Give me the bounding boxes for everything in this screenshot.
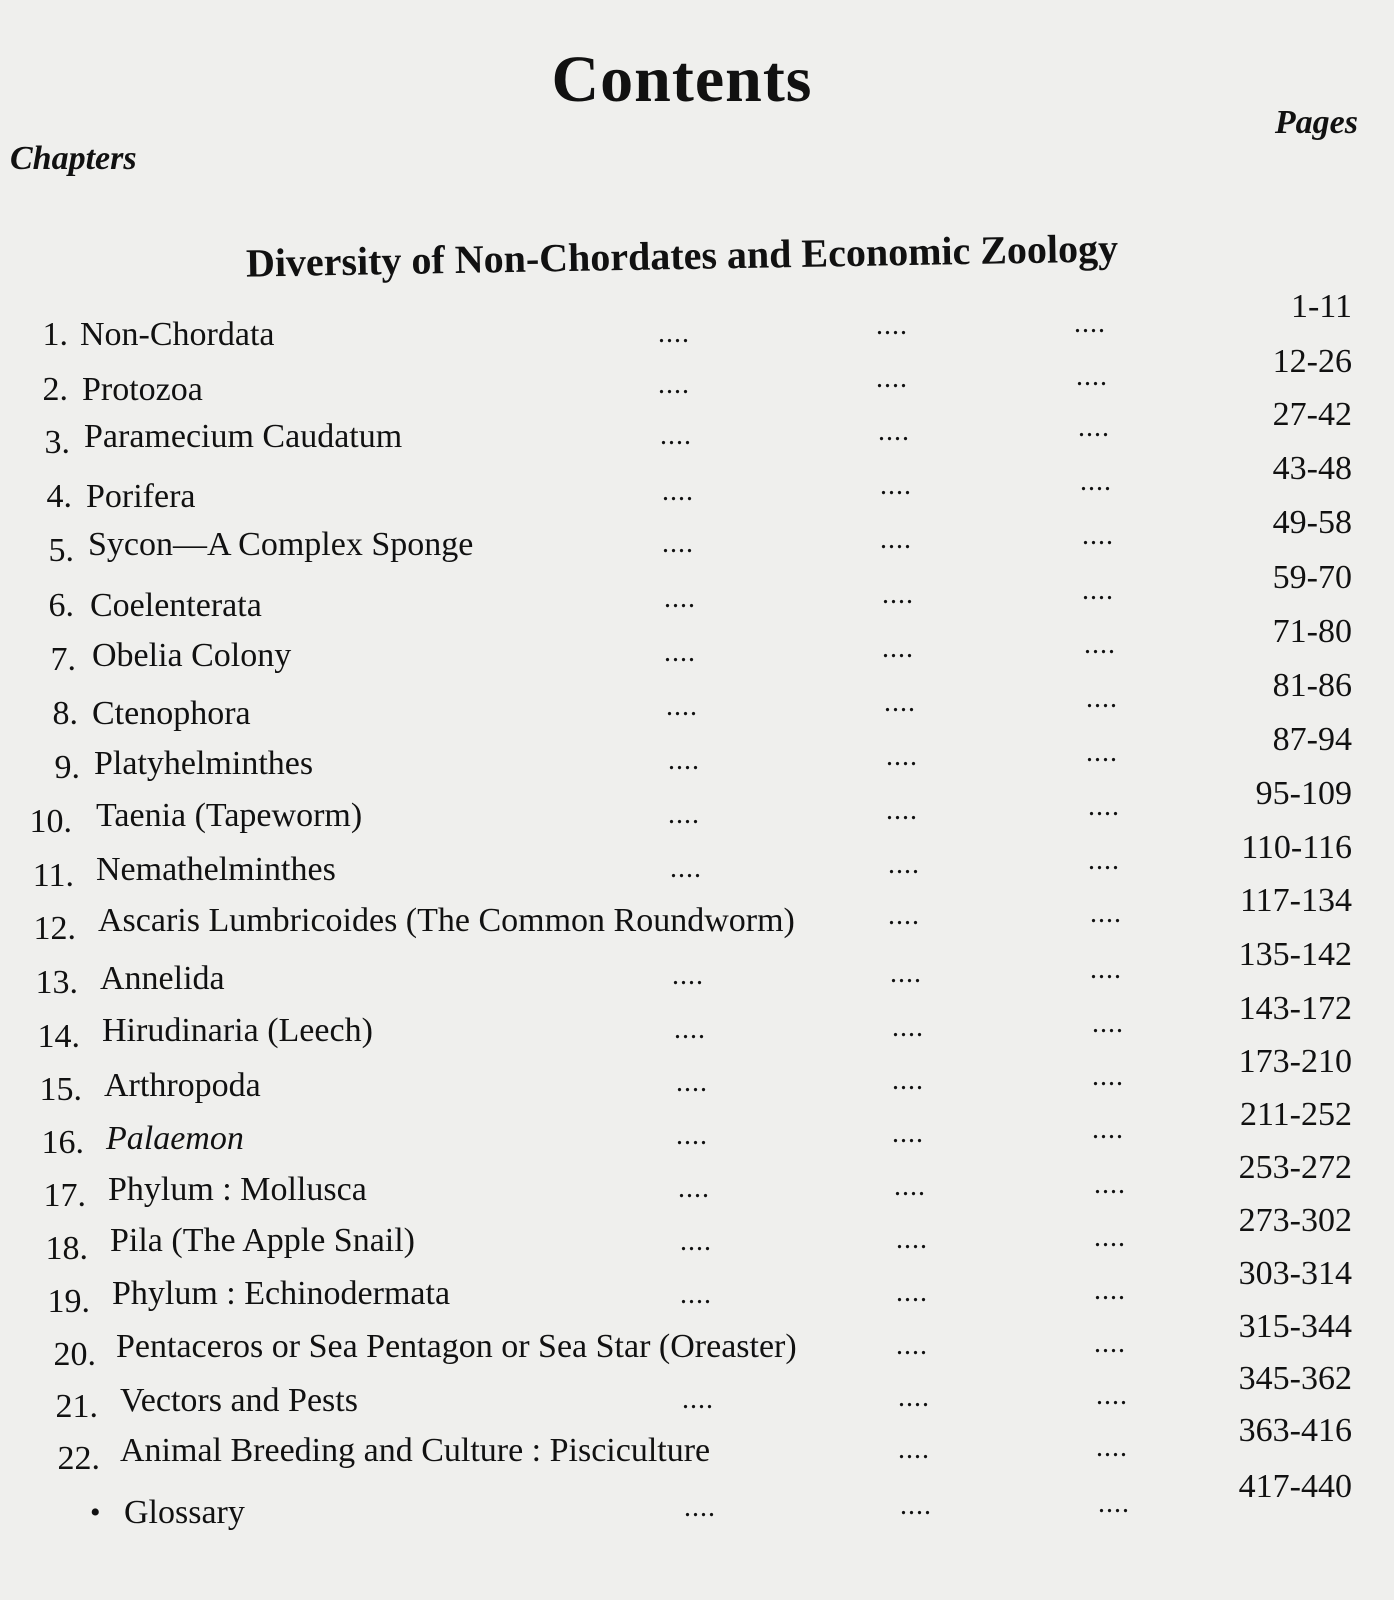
chapters-column-header: Chapters [10, 140, 137, 177]
entry-title: Phylum : Mollusca [108, 1171, 367, 1208]
toc-entry[interactable] [0, 1202, 1394, 1278]
entry-title: Sycon—A Complex Sponge [88, 526, 474, 563]
entry-title: Vectors and Pests [120, 1382, 358, 1419]
toc-entry[interactable] [0, 559, 1394, 635]
entry-pages: 117-134 [1239, 882, 1352, 919]
leader-dots: .... [898, 1434, 930, 1465]
leader-dots: .... [1092, 1114, 1124, 1145]
leader-dots: .... [886, 795, 918, 826]
entry-title: Palaemon [106, 1120, 244, 1157]
leader-dots: .... [680, 1226, 712, 1257]
toc-entry[interactable] [0, 936, 1394, 1012]
entry-number: 17. [43, 1177, 86, 1214]
leader-dots: .... [880, 524, 912, 555]
leader-dots: .... [1094, 1169, 1126, 1200]
leader-dots: .... [668, 799, 700, 830]
leader-dots: .... [1078, 412, 1110, 443]
entry-pages: 417-440 [1238, 1468, 1352, 1505]
leader-dots: .... [892, 1065, 924, 1096]
toc-entry[interactable] [0, 1255, 1394, 1331]
entry-title: Glossary [124, 1494, 245, 1531]
bullet-marker: • [90, 1496, 101, 1529]
entry-pages: 87-94 [1272, 721, 1352, 758]
leader-dots: .... [1094, 1275, 1126, 1306]
entry-title: Annelida [100, 960, 225, 997]
leader-dots: .... [1094, 1222, 1126, 1253]
entry-pages: 49-58 [1272, 504, 1352, 541]
entry-number: 20. [53, 1336, 96, 1373]
entry-number: 3. [44, 424, 70, 461]
entry-number: 6. [48, 587, 74, 624]
entry-pages: 81-86 [1272, 667, 1352, 704]
leader-dots: .... [1098, 1488, 1130, 1519]
toc-entry[interactable] [0, 667, 1394, 743]
toc-entry[interactable] [0, 1360, 1394, 1436]
section-title: Diversity of Non-Chordates and Economic Zoology [245, 225, 1119, 286]
leader-dots: .... [670, 853, 702, 884]
toc-entry[interactable] [0, 613, 1394, 689]
entry-pages: 143-172 [1238, 990, 1352, 1027]
leader-dots: .... [1094, 1328, 1126, 1359]
entry-number: 15. [39, 1071, 82, 1108]
leader-dots: .... [682, 1384, 714, 1415]
entry-pages: 43-48 [1272, 450, 1352, 487]
entry-pages: 12-26 [1272, 343, 1352, 380]
entry-title: Phylum : Echinodermata [112, 1275, 451, 1312]
entry-pages: 363-416 [1238, 1412, 1352, 1449]
toc-entry[interactable] [0, 775, 1394, 851]
leader-dots: .... [888, 900, 920, 931]
leader-dots: .... [892, 1118, 924, 1149]
leader-dots: .... [676, 1067, 708, 1098]
leader-dots: .... [1084, 629, 1116, 660]
entry-title: Taenia (Tapeworm) [96, 797, 363, 834]
leader-dots: .... [1092, 1008, 1124, 1039]
entry-number: 4. [46, 478, 72, 515]
entry-title: Platyhelminthes [94, 745, 314, 782]
leader-dots: .... [658, 318, 690, 349]
toc-entry[interactable] [0, 1096, 1394, 1172]
leader-dots: .... [882, 633, 914, 664]
toc-entry[interactable] [0, 450, 1394, 526]
toc-entry[interactable] [0, 1043, 1394, 1119]
leader-dots: .... [1086, 683, 1118, 714]
leader-dots: .... [678, 1173, 710, 1204]
toc-entry[interactable] [0, 504, 1394, 580]
entry-title: Hirudinaria (Leech) [102, 1012, 373, 1049]
toc-entry[interactable] [0, 396, 1394, 472]
leader-dots: .... [896, 1330, 928, 1361]
entry-number: 7. [50, 641, 76, 678]
entry-pages: 253-272 [1238, 1149, 1352, 1186]
toc-entry[interactable] [0, 829, 1394, 905]
page-title: Contents [551, 43, 813, 116]
leader-dots: .... [1080, 466, 1112, 497]
entry-title: Ctenophora [92, 695, 251, 732]
toc-entry[interactable] [0, 721, 1394, 797]
entry-number: 12. [33, 910, 76, 947]
entry-pages: 110-116 [1241, 829, 1352, 866]
entry-title: Obelia Colony [92, 637, 292, 674]
leader-dots: .... [880, 470, 912, 501]
entry-pages: 71-80 [1272, 613, 1352, 650]
leader-dots: .... [658, 369, 690, 400]
entry-title: Animal Breeding and Culture : Pisciculture [120, 1432, 711, 1469]
leader-dots: .... [876, 310, 908, 341]
entry-number: 10. [29, 803, 72, 840]
leader-dots: .... [1088, 845, 1120, 876]
leader-dots: .... [886, 741, 918, 772]
leader-dots: .... [900, 1490, 932, 1521]
entry-number: 14. [37, 1018, 80, 1055]
leader-dots: .... [878, 416, 910, 447]
leader-dots: .... [896, 1224, 928, 1255]
entry-title: Ascaris Lumbricoides (The Common Roundworm) [98, 902, 795, 939]
leader-dots: .... [672, 960, 704, 991]
entry-number: 1. [42, 316, 68, 353]
entry-number: 19. [47, 1283, 90, 1320]
entry-pages: 303-314 [1238, 1255, 1352, 1292]
entry-title: Pentaceros or Sea Pentagon or Sea Star (Oreaster) [116, 1328, 797, 1365]
entry-number: 22. [57, 1440, 100, 1477]
entry-pages: 211-252 [1239, 1096, 1352, 1133]
entry-title: Porifera [86, 478, 196, 515]
leader-dots: .... [668, 745, 700, 776]
entry-pages: 1-11 [1290, 288, 1352, 325]
leader-dots: .... [664, 583, 696, 614]
leader-dots: .... [662, 528, 694, 559]
entry-title: Nemathelminthes [96, 851, 336, 888]
leader-dots: .... [680, 1279, 712, 1310]
entry-pages: 27-42 [1272, 396, 1352, 433]
toc-entry[interactable] [0, 882, 1394, 958]
entry-title: Pila (The Apple Snail) [110, 1222, 416, 1259]
leader-dots: .... [1092, 1061, 1124, 1092]
leader-dots: .... [666, 691, 698, 722]
entry-number: 21. [55, 1388, 98, 1425]
leader-dots: .... [1096, 1380, 1128, 1411]
leader-dots: .... [684, 1492, 716, 1523]
toc-entry-glossary[interactable] [0, 1468, 1394, 1542]
entry-pages: 59-70 [1272, 559, 1352, 596]
entry-pages: 273-302 [1238, 1202, 1352, 1239]
toc-entry[interactable] [0, 1149, 1394, 1225]
leader-dots: .... [664, 637, 696, 668]
entry-title: Arthropoda [104, 1067, 261, 1104]
leader-dots: .... [676, 1120, 708, 1151]
leader-dots: .... [884, 687, 916, 718]
leader-dots: .... [1096, 1432, 1128, 1463]
entry-number: 13. [35, 964, 78, 1001]
entry-number: 5. [48, 532, 74, 569]
entry-number: 11. [32, 857, 74, 894]
leader-dots: .... [892, 1012, 924, 1043]
entry-pages: 315-344 [1238, 1308, 1352, 1345]
entry-title: Non-Chordata [80, 316, 275, 353]
toc-entry[interactable] [0, 990, 1394, 1066]
leader-dots: .... [1082, 520, 1114, 551]
entry-title: Paramecium Caudatum [84, 418, 403, 455]
entry-pages: 95-109 [1255, 775, 1352, 812]
leader-dots: .... [1076, 361, 1108, 392]
entry-pages: 173-210 [1238, 1043, 1352, 1080]
leader-dots: .... [674, 1014, 706, 1045]
entry-number: 9. [54, 749, 80, 786]
toc-entry[interactable] [0, 343, 1394, 419]
leader-dots: .... [1082, 575, 1114, 606]
leader-dots: .... [1090, 898, 1122, 929]
entry-pages: 345-362 [1238, 1360, 1352, 1397]
leader-dots: .... [876, 363, 908, 394]
entry-pages: 135-142 [1238, 936, 1352, 973]
entry-number: 18. [45, 1230, 88, 1267]
entry-number: 16. [41, 1124, 84, 1161]
entry-title: Protozoa [82, 371, 203, 408]
leader-dots: .... [1088, 791, 1120, 822]
leader-dots: .... [896, 1277, 928, 1308]
leader-dots: .... [890, 958, 922, 989]
toc-entry[interactable] [0, 288, 1394, 364]
leader-dots: .... [898, 1382, 930, 1413]
toc-entry[interactable] [0, 1412, 1394, 1488]
leader-dots: .... [1090, 954, 1122, 985]
leader-dots: .... [888, 849, 920, 880]
entry-number: 8. [52, 695, 78, 732]
leader-dots: .... [662, 476, 694, 507]
entry-title: Coelenterata [90, 587, 262, 624]
leader-dots: .... [1074, 308, 1106, 339]
leader-dots: .... [882, 579, 914, 610]
leader-dots: .... [660, 420, 692, 451]
toc-entry[interactable] [0, 1308, 1394, 1384]
leader-dots: .... [894, 1171, 926, 1202]
entry-number: 2. [42, 371, 68, 408]
pages-column-header: Pages [1274, 104, 1358, 141]
leader-dots: .... [1086, 737, 1118, 768]
